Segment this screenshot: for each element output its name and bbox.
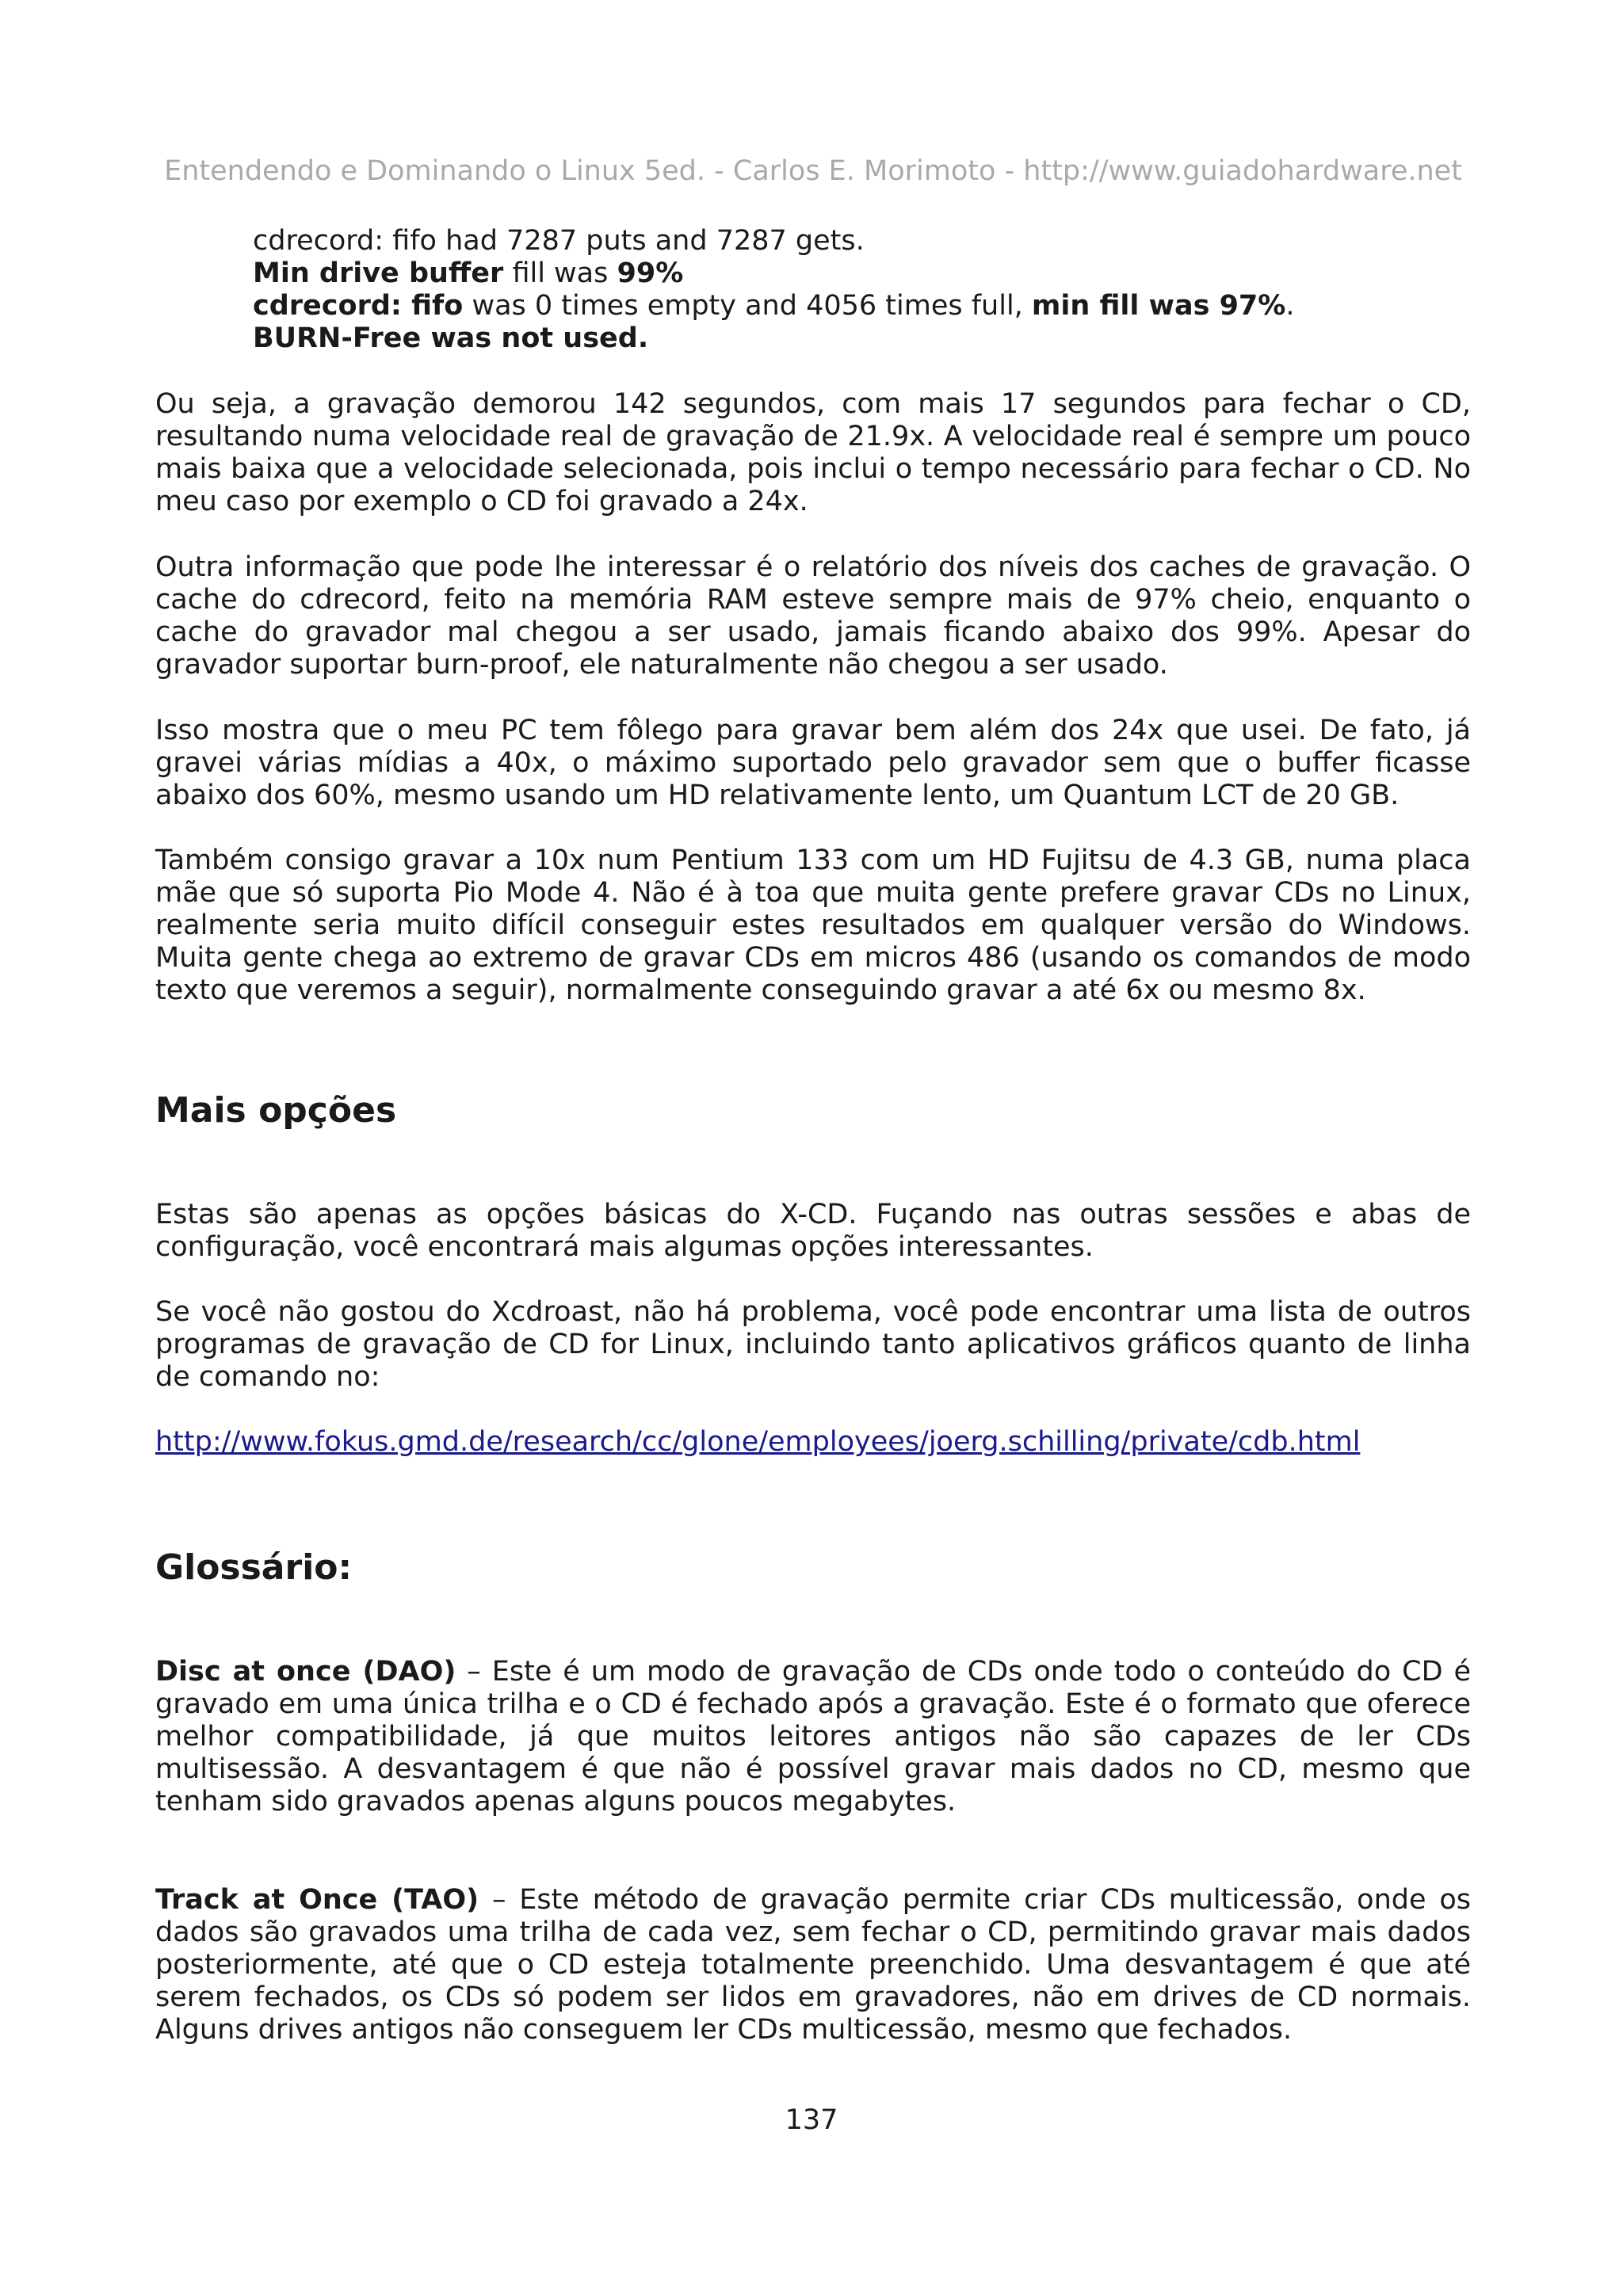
- code-line-2-text: fill was: [503, 257, 617, 289]
- glossary-definition-tao: – Este método de gravação permite criar CDs multicessão, onde os dados são gravados uma trilha de cada vez, sem fechar o CD, permitindo gravar mais dados posteriormente, até que o CD esteja totalmente preenchido. Uma desvantagem é que até serem fechados, os CDs só podem ser lidos em gravadores, não em drives de CD normais. Alguns drives antigos não conseguem ler CDs multicessão, mesmo que fechados.: [155, 1884, 1472, 2046]
- glossary-definition-dao: – Este é um modo de gravação de CDs onde todo o conteúdo do CD é gravado em uma única trilha e o CD é fechado após a gravação. Este é o formato que oferece melhor compatibilidade, já que muitos leitores antigos não são capazes de ler CDs multisessão. A desvantagem é que não é possível gravar mais dados no CD, mesmo que tenham sido gravados apenas alguns poucos megabytes.: [155, 1656, 1471, 1817]
- heading-mais-opcoes: Mais opções: [155, 1090, 397, 1131]
- paragraph-recording-speed: Ou seja, a gravação demorou 142 segundos, com mais 17 segundos para fechar o CD, resultando numa velocidade real de gravação de 21.9x. A velocidade real é sempre um pouco mais baixa que a velocidade selecionada, pois inclui o tempo necessário para fechar o CD. No meu caso por exemplo o CD foi gravado a 24x.: [155, 388, 1471, 517]
- code-line-3-dot: .: [1285, 290, 1295, 322]
- heading-glossario: Glossário:: [155, 1547, 353, 1588]
- code-line-2-bold: Min drive buffer: [253, 257, 504, 289]
- glossary-entry-dao: [155, 1656, 1471, 1818]
- paragraph-pentium-example: Também consigo gravar a 10x num Pentium 133 com um HD Fujitsu de 4.3 GB, numa placa mãe que só suporta Pio Mode 4. Não é à toa que muita gente prefere gravar CDs no Linux, realmente seria muito difícil conseguir estes resultados em qualquer versão do Windows. Muita gente chega ao extremo de gravar CDs em micros 486 (usando os comandos de modo texto que veremos a seguir), normalmente conseguindo gravar a até 6x ou mesmo 8x.: [155, 845, 1471, 1006]
- code-line-3-bold: cdrecord: fifo: [253, 290, 464, 322]
- glossary-term-dao: Disc at once (DAO): [155, 1656, 456, 1688]
- paragraph-xcdroast-alternatives: Se você não gostou do Xcdroast, não há problema, você pode encontrar uma lista de outros programas de gravação de CD for Linux, incluindo tanto aplicativos gráficos quanto de linha de comando no:: [155, 1296, 1471, 1393]
- cdrecord-output-block: [253, 225, 1295, 355]
- paragraph-cache-report: Outra informação que pode lhe interessar é o relatório dos níveis dos caches de gravação. O cache do cdrecord, feito na memória RAM esteve sempre mais de 97% cheio, enquanto o cache do gravador mal chegou a ser usado, jamais ficando abaixo dos 99%. Apesar do gravador suportar burn-proof, ele naturalmente não chegou a ser usado.: [155, 551, 1471, 681]
- code-line-2-bold-end: 99%: [617, 257, 684, 289]
- page-number: 137: [785, 2104, 838, 2136]
- code-line-3-bold-end: min fill was 97%: [1031, 290, 1286, 322]
- code-line-1: cdrecord: fifo had 7287 puts and 7287 gets.: [253, 225, 865, 257]
- cdb-link[interactable]: http://www.fokus.gmd.de/research/cc/glone/employees/joerg.schilling/private/cdb.html: [155, 1426, 1361, 1458]
- glossary-term-tao: Track at Once (TAO): [155, 1884, 479, 1916]
- code-line-3-text: was 0 times empty and 4056 times full,: [463, 290, 1032, 322]
- code-line-2: [253, 257, 1295, 290]
- code-line-3: [253, 290, 1295, 322]
- paragraph-basic-options: Estas são apenas as opções básicas do X-CD. Fuçando nas outras sessões e abas de configuração, você encontrará mais algumas opções interessantes.: [155, 1199, 1471, 1263]
- glossary-entry-tao: [155, 1884, 1471, 2046]
- code-line-4-bold: BURN-Free was not used.: [253, 322, 649, 354]
- paragraph-pc-performance: Isso mostra que o meu PC tem fôlego para gravar bem além dos 24x que usei. De fato, já gravei várias mídias a 40x, o máximo suportado pelo gravador sem que o buffer ficasse abaixo dos 60%, mesmo usando um HD relativamente lento, um Quantum LCT de 20 GB.: [155, 715, 1471, 811]
- page-header: Entendendo e Dominando o Linux 5ed. - Carlos E. Morimoto - http://www.guiadohardware.net: [164, 155, 1462, 187]
- code-line-4: [253, 322, 1295, 355]
